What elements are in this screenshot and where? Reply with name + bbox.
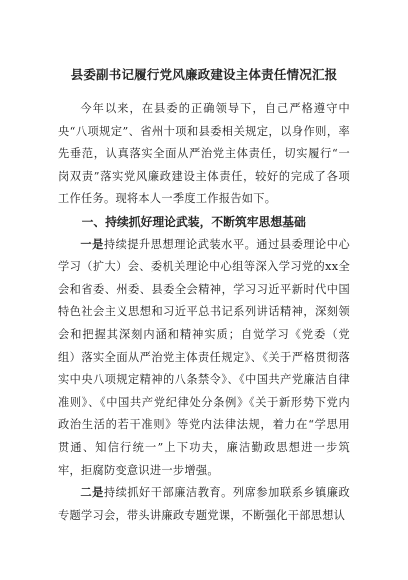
item-one-lead: 一是 [80, 237, 104, 251]
item-two-paragraph [58, 482, 350, 527]
item-one-paragraph [58, 234, 350, 483]
document-title: 县委副书记履行党风廉政建设主体责任情况汇报 [70, 67, 338, 82]
item-one-text: 持续提升思想理论武装水平。通过县委理论中心学习（扩大）会、委机关理论中心组等深入学习党的xx全会和省委、州委、县委全会精神，学习习近平新时代中国特色社会主义思想和习近平总书记系列讲话精神，深刻领会和把握其深刻内涵和精神实质；自觉学习《党委（党组）落实全面从严治党主体责任规定》、《关于严格贯彻落实中央八项规定精神的八条禁令》、《中国共产党廉洁自律准则》、《中国共产党纪律处分条例》《关于新形势下党内政治生活的若干准则》等党内法律法规，着力在“学思用贯通、知信行统一”上下功夫，廉洁勤政思想进一步筑牢，拒腐防变意识进一步增强。 [58, 237, 350, 477]
intro-paragraph: 今年以来，在县委的正确领导下，自己严格遵守中央“八项规定”、省州十项和县委相关规定，以身作则，率先垂范，认真落实全面从严治党主体责任，切实履行“一岗双责”落实党风廉政建设主体责任，较好的完成了各项工作任务。现将本人一季度工作报告如下。 [58, 102, 350, 206]
item-two-lead: 二是 [80, 486, 104, 500]
item-two-text: 持续抓好干部廉洁教育。列席参加联系乡镇廉政专题学习会，带头讲廉政专题党课，不断强化干部思想认 [58, 486, 350, 522]
section-heading: 一、持续抓好理论武装，不断筑牢思想基础 [81, 214, 306, 229]
